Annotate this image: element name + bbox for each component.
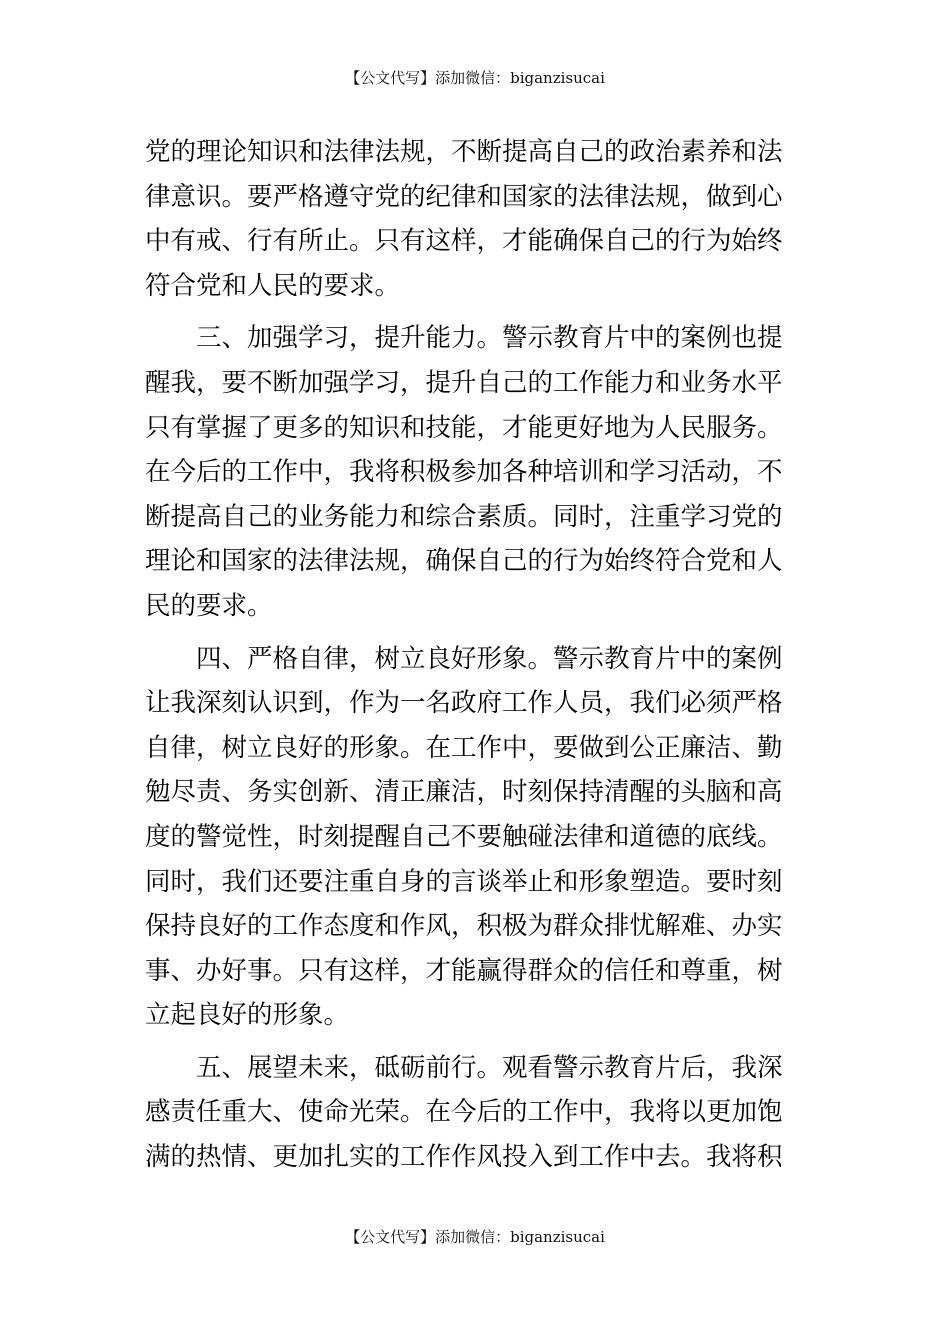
page-footer-watermark: 【公文代写】添加微信：biganzisucai <box>345 1228 605 1246</box>
text-line: 断提高自己的业务能力和综合素质。同时，注重学习党的 <box>145 501 783 532</box>
text-line: 让我深刻认识到，作为一名政府工作人员，我们必须严格 <box>145 688 783 719</box>
text-line: 五、展望未来，砥砺前行。观看警示教育片后，我深 <box>196 1052 783 1083</box>
text-line: 符合党和人民的要求。 <box>145 270 401 301</box>
text-line: 事、办好事。只有这样，才能赢得群众的信任和尊重，树 <box>145 955 783 986</box>
paragraph-section-4 <box>145 637 807 1038</box>
text-line: 醒我，要不断加强学习，提升自己的工作能力和业务水平 <box>145 367 783 398</box>
paragraph-section-3 <box>145 316 807 628</box>
text-line: 度的警觉性，时刻提醒自己不要触碰法律和道德的底线。 <box>145 821 783 852</box>
text-line: 立起良好的形象。 <box>145 1000 350 1031</box>
paragraph-section-5 <box>145 1046 807 1180</box>
paragraph-continuation <box>145 130 807 308</box>
text-line: 党的理论知识和法律法规，不断提高自己的政治素养和法 <box>145 137 783 167</box>
text-line: 在今后的工作中，我将积极参加各种培训和学习活动，不 <box>145 457 783 488</box>
text-line: 理论和国家的法律法规，确保自己的行为始终符合党和人 <box>145 546 783 577</box>
text-line: 四、严格自律，树立良好形象。警示教育片中的案例 <box>196 643 783 674</box>
text-line: 中有戒、行有所止。只有这样，才能确保自己的行为始终 <box>145 226 783 257</box>
document-body <box>145 130 807 1180</box>
text-line: 只有掌握了更多的知识和技能，才能更好地为人民服务。 <box>145 412 783 443</box>
text-line: 满的热情、更加扎实的工作作风投入到工作中去。我将积 <box>145 1142 783 1173</box>
text-line: 感责任重大、使命光荣。在今后的工作中，我将以更加饱 <box>145 1097 783 1128</box>
text-line: 三、加强学习，提升能力。警示教育片中的案例也提 <box>196 323 783 354</box>
text-line: 律意识。要严格遵守党的纪律和国家的法律法规，做到心 <box>145 181 783 212</box>
text-line: 同时，我们还要注重自身的言谈举止和形象塑造。要时刻 <box>145 866 783 897</box>
page-header-watermark: 【公文代写】添加微信：biganzisucai <box>345 69 605 87</box>
text-line: 民的要求。 <box>145 590 273 621</box>
text-line: 保持良好的工作态度和作风，积极为群众排忧解难、办实 <box>145 911 783 942</box>
text-line: 自律，树立良好的形象。在工作中，要做到公正廉洁、勤 <box>145 732 783 763</box>
text-line: 勉尽责、务实创新、清正廉洁，时刻保持清醒的头脑和高 <box>145 777 783 808</box>
